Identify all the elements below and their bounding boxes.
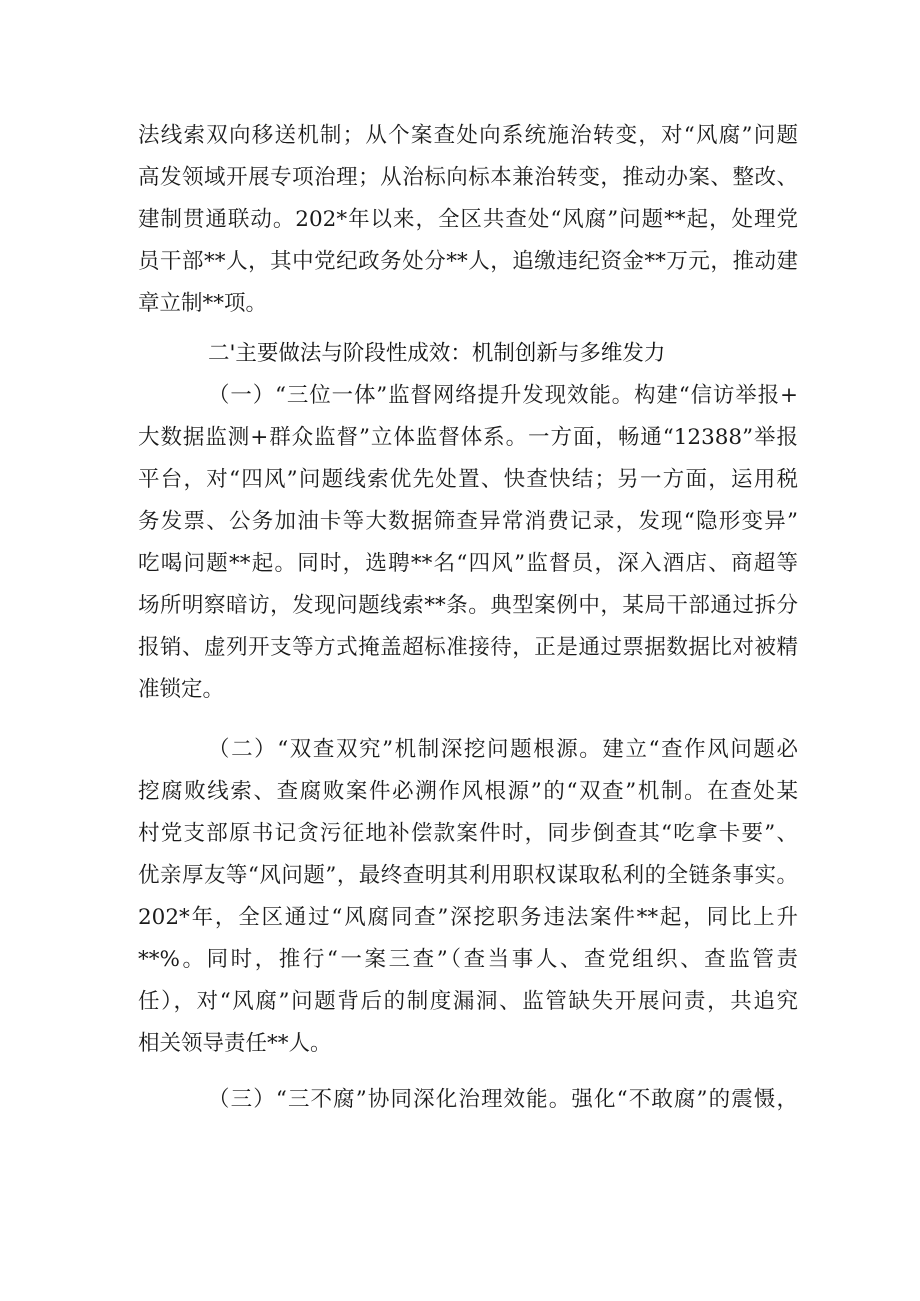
paragraph-line: 202*年，全区通过“风腐同查”深挖职务违法案件**起，同比上升 <box>138 905 798 930</box>
paragraph-line: 大数据监测+群众监督”立体监督体系。一方面，畅通“12388”举报 <box>138 425 798 450</box>
paragraph-line: 优亲厚友等“风问题”，最终查明其利用职权谋取私利的全链条事实。 <box>138 863 798 888</box>
paragraph-line: 员干部**人，其中党纪政务处分**人，追缴违纪资金**万元，推动建 <box>138 249 798 274</box>
paragraph-line: （二）“双查双究”机制深挖问题根源。建立“查作风问题必 <box>208 737 798 762</box>
paragraph-line: **%。同时，推行“一案三查”（查当事人、查党组织、查监管责 <box>138 947 798 972</box>
paragraph-line: （三）“三不腐”协同深化治理效能。强化“不敢腐”的震慑， <box>208 1087 798 1112</box>
paragraph-line: 平台，对“四风”问题线索优先处置、快查快结；另一方面，运用税 <box>138 467 798 492</box>
paragraph-line: 章立制**项。 <box>138 291 268 316</box>
paragraph-line: 场所明察暗访，发现问题线索**条。典型案例中，某局干部通过拆分 <box>138 593 798 618</box>
paragraph-line: 任），对“风腐”问题背后的制度漏洞、监管缺失开展问责，共追究 <box>138 989 798 1014</box>
section-heading: 二'主要做法与阶段性成效：机制创新与多维发力 <box>208 341 666 366</box>
paragraph-line: 高发领域开展专项治理；从治标向标本兼治转变，推动办案、整改、 <box>138 165 798 190</box>
paragraph-line: 法线索双向移送机制；从个案查处向系统施治转变，对“风腐”问题 <box>138 123 798 148</box>
paragraph-line: 建制贯通联动。202*年以来，全区共查处“风腐”问题**起，处理党 <box>138 207 798 232</box>
paragraph-line: 务发票、公务加油卡等大数据筛查异常消费记录，发现“隐形变异” <box>138 509 798 534</box>
paragraph-line: 准锁定。 <box>138 677 225 702</box>
paragraph-line: 村党支部原书记贪污征地补偿款案件时，同步倒查其“吃拿卡要”、 <box>138 821 798 846</box>
paragraph-line: 相关领导责任**人。 <box>138 1031 332 1056</box>
paragraph-line: （一）“三位一体”监督网络提升发现效能。构建“信访举报+ <box>208 383 798 408</box>
paragraph-line: 吃喝问题**起。同时，选聘**名“四风”监督员，深入酒店、商超等 <box>138 551 798 576</box>
paragraph-line: 报销、虚列开支等方式掩盖超标准接待，正是通过票据数据比对被精 <box>138 635 798 660</box>
paragraph-line: 挖腐败线索、查腐败案件必溯作风根源”的“双查”机制。在查处某 <box>138 779 798 804</box>
